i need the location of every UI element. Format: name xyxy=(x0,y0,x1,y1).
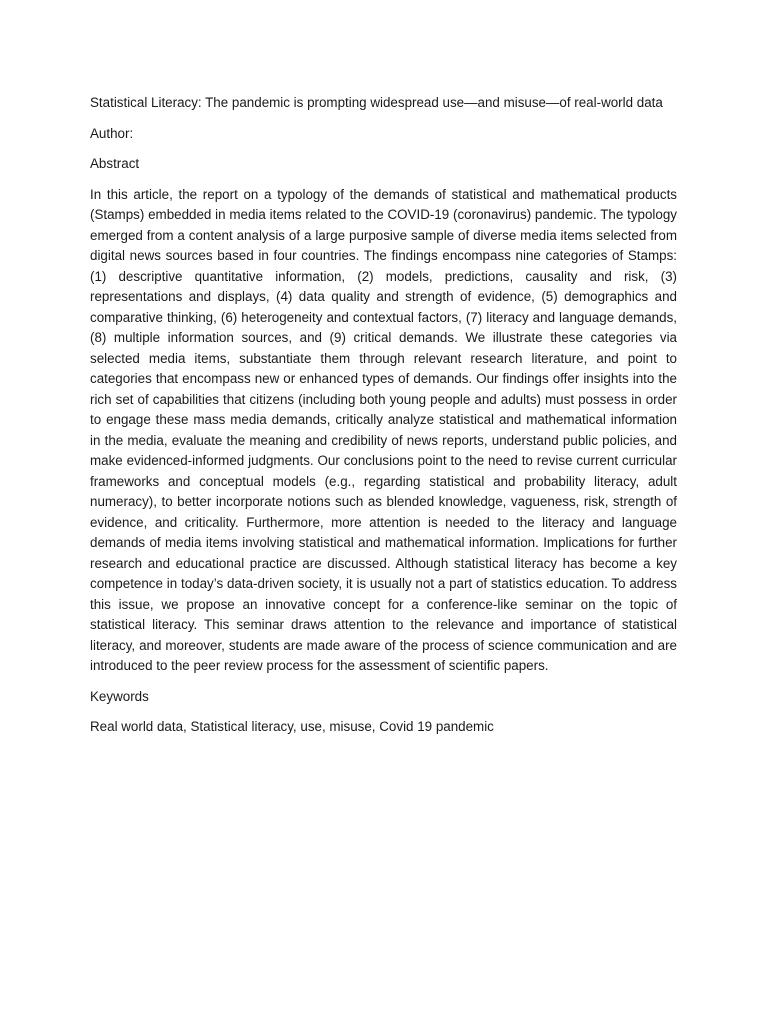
abstract-text: In this article, the report on a typology of the demands of statistical and mathematical products (Stamps) embedded in media items related to the COVID-19 (coronavirus) pandemic. The typology emerged from a content analysis of a large purposive sample of diverse media items selected from digital news sources based in four countries. The findings encompass nine categories of Stamps: (1) descriptive quantitative information, (2) models, predictions, causality and risk, (3) representations and displays, (4) data quality and strength of evidence, (5) demographics and comparative thinking, (6) heterogeneity and contextual factors, (7) literacy and language demands, (8) multiple information sources, and (9) critical demands. We illustrate these categories via selected media items, substantiate them through relevant research literature, and point to categories that encompass new or enhanced types of demands. Our findings offer insights into the rich set of capabilities that citizens (including both young people and adults) must possess in order to engage these mass media demands, critically analyze statistical and mathematical information in the media, evaluate the meaning and credibility of news reports, understand public policies, and make evidenced-informed judgments. Our conclusions point to the need to revise current curricular frameworks and conceptual models (e.g., regarding statistical and probability literacy, adult numeracy), to better incorporate notions such as blended knowledge, vagueness, risk, strength of evidence, and criticality. Furthermore, more attention is needed to the literacy and language demands of media items involving statistical and mathematical information. Implications for further research and educational practice are discussed. Although statistical literacy has become a key competence in today’s data-driven society, it is usually not a part of statistics education. To address this issue, we propose an innovative concept for a conference-like seminar on the topic of statistical literacy. This seminar draws attention to the relevance and importance of statistical literacy, and moreover, students are made aware of the process of science communication and are introduced to the peer review process for the assessment of scientific papers. xyxy=(90,186,677,673)
author-label: Author: xyxy=(90,125,134,141)
document-page xyxy=(90,93,677,748)
keywords-heading: Keywords xyxy=(90,688,149,704)
keywords-text: Real world data, Statistical literacy, use, misuse, Covid 19 pandemic xyxy=(90,719,494,734)
abstract-heading: Abstract xyxy=(90,156,140,171)
document-title: Statistical Literacy: The pandemic is prompting widespread use—and misuse—of real-world data xyxy=(90,95,663,110)
